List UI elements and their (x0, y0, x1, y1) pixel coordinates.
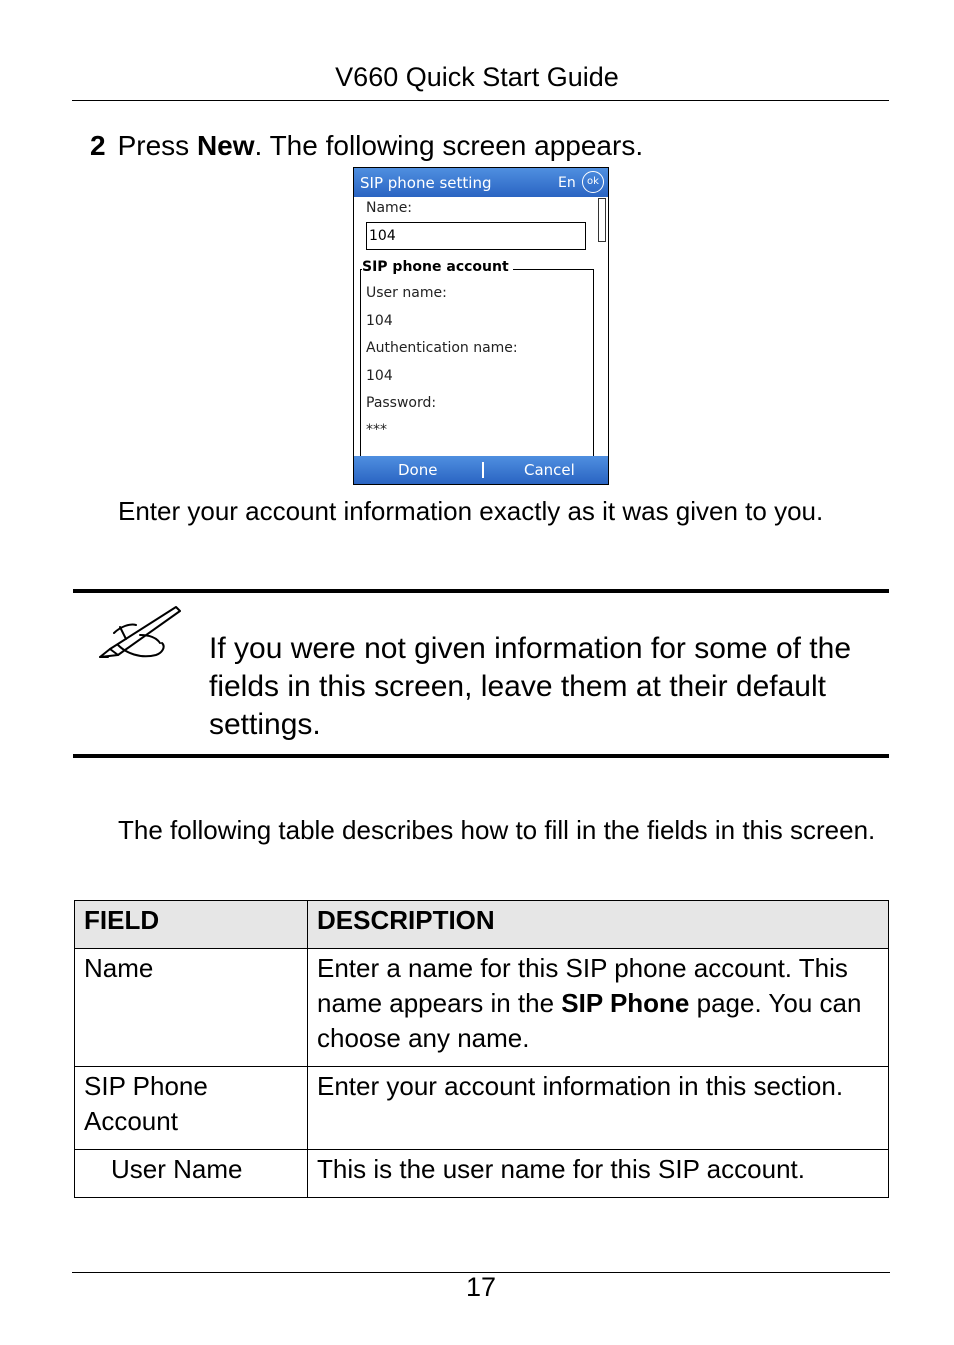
step-suffix: . The following screen appears. (254, 130, 644, 161)
phone-language-indicator: En (558, 175, 576, 191)
phone-done-button[interactable]: Done (398, 461, 438, 479)
note-bottom-rule (73, 754, 889, 758)
softkey-separator (482, 462, 484, 478)
phone-auth-name-label: Authentication name: (366, 340, 518, 356)
desc-text: page. You can choose any name. (317, 988, 862, 1053)
desc-bold-text: SIP Phone (561, 988, 690, 1018)
step-prefix: Press (117, 130, 197, 161)
phone-auth-name-value[interactable]: 104 (366, 368, 393, 384)
step-instruction (90, 130, 643, 162)
step-number: 2 (90, 130, 106, 161)
note-top-rule (73, 589, 889, 593)
phone-cancel-button[interactable]: Cancel (524, 461, 575, 479)
phone-name-input[interactable]: 104 (366, 222, 586, 250)
phone-name-label: Name: (366, 200, 413, 216)
phone-title: SIP phone setting (360, 174, 492, 192)
phone-user-name-label: User name: (366, 285, 447, 301)
phone-password-label: Password: (366, 395, 437, 411)
step-bold-new: New (196, 130, 255, 161)
phone-password-value[interactable]: *** (366, 422, 387, 438)
table-header-row (75, 901, 889, 949)
note-text: If you were not given information for some of the fields in this screen, leave them at their default settings. (209, 632, 851, 741)
phone-user-name-value[interactable]: 104 (366, 313, 393, 329)
table-header-field: FIELD (75, 901, 308, 949)
desc-text: Enter a name for this SIP phone account. This name appears in the (317, 953, 848, 1018)
phone-scrollbar[interactable] (598, 198, 606, 242)
phone-screenshot (353, 167, 609, 485)
note-pencil-icon (96, 605, 182, 663)
ok-icon[interactable]: ok (582, 171, 604, 193)
instruction-paragraph: Enter your account information exactly as it was given to you. (118, 496, 824, 526)
field-description-table (74, 900, 889, 1198)
table-cell-description: This is the user name for this SIP account. (308, 1150, 889, 1198)
header-divider (72, 100, 889, 101)
table-cell-description: Enter your account information in this section. (308, 1067, 889, 1150)
table-row (75, 1067, 889, 1150)
table-row (75, 949, 889, 1067)
table-cell-field: Name (75, 949, 308, 1067)
table-header-description: DESCRIPTION (308, 901, 889, 949)
page-header-title: V660 Quick Start Guide (335, 62, 619, 92)
table-cell-field: SIP Phone Account (75, 1067, 308, 1150)
phone-softkey-bar (354, 456, 608, 484)
table-intro-paragraph: The following table describes how to fill in the fields in this screen. (118, 815, 876, 845)
page-number: 17 (465, 1272, 497, 1302)
phone-title-bar (354, 168, 608, 197)
phone-sip-account-label: SIP phone account (362, 259, 513, 275)
table-cell-description (308, 949, 889, 1067)
table-row (75, 1150, 889, 1198)
table-cell-field: User Name (75, 1150, 308, 1198)
